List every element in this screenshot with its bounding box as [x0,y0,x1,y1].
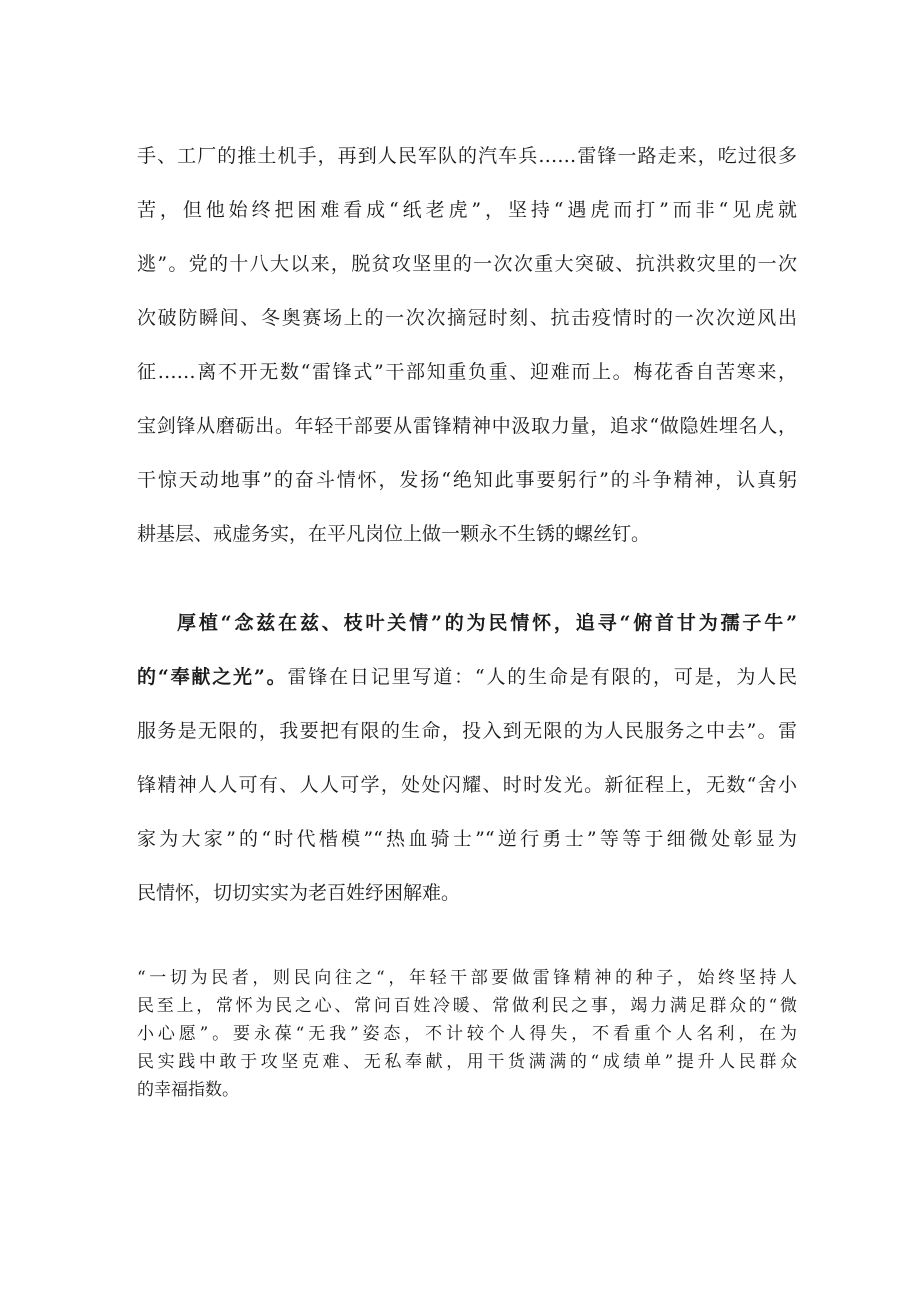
text-line: 次破防瞬间、冬奥赛场上的一次次摘冠时刻、抗击疫情时的一次次逆风出 [137,307,797,329]
text-line: 逃”。党的十八大以来，脱贫攻坚里的一次次重大突破、抗洪救灾里的一次 [137,253,797,275]
text-line: 民情怀，切切实实为老百姓纾困解难。 [137,882,461,904]
text-line: 家为大家”的“时代楷模”“热血骑士”“逆行勇士”等等于细微处彰显为 [137,828,797,850]
text-line: 小心愿”。要永葆“无我”姿态，不计较个人得失，不看重个人名利，在为 [137,1024,797,1044]
text-line: 民至上，常怀为民之心、常问百姓冷暖、常做利民之事，竭力满足群众的“微 [137,996,797,1016]
text-line: 苦，但他始终把困难看成“纸老虎”，坚持“遇虎而打”而非“见虎就 [137,199,797,221]
paragraph-heading-tail: 的“奉献之光”。 [137,666,288,688]
text-line [137,665,797,689]
text-line: 征……离不开无数“雷锋式”干部知重负重、迎难而上。梅花香自苦寒来， [137,361,797,383]
text-line: 服务是无限的，我要把有限的生命，投入到无限的为人民服务之中去”。雷 [137,720,797,742]
paragraph-heading-line: 厚植“念兹在兹、枝叶关情”的为民情怀，追寻“俯首甘为孺子牛” [177,612,797,634]
text-line: 手、工厂的推土机手，再到人民军队的汽车兵……雷锋一路走来，吃过很多 [137,145,797,167]
text-segment: 雷锋在日记里写道：“人的生命是有限的，可是，为人民 [287,666,797,688]
text-line: 民实践中敢于攻坚克难、无私奉献，用干货满满的“成绩单”提升人民群众 [137,1052,797,1072]
text-line: 耕基层、戒虚务实，在平凡岗位上做一颗永不生锈的螺丝钉。 [137,523,651,545]
text-line: 宝剑锋从磨砺出。年轻干部要从雷锋精神中汲取力量，追求“做隐姓埋名人， [137,415,797,437]
text-line: 锋精神人人可有、人人可学，处处闪耀、时时发光。新征程上，无数“舍小 [137,774,797,796]
text-line: 干惊天动地事”的奋斗情怀，发扬“绝知此事要躬行”的斗争精神，认真躬 [137,469,797,491]
text-line: “一切为民者，则民向往之“，年轻干部要做雷锋精神的种子，始终坚持人 [137,968,797,988]
text-line: 的幸福指数。 [137,1080,239,1100]
